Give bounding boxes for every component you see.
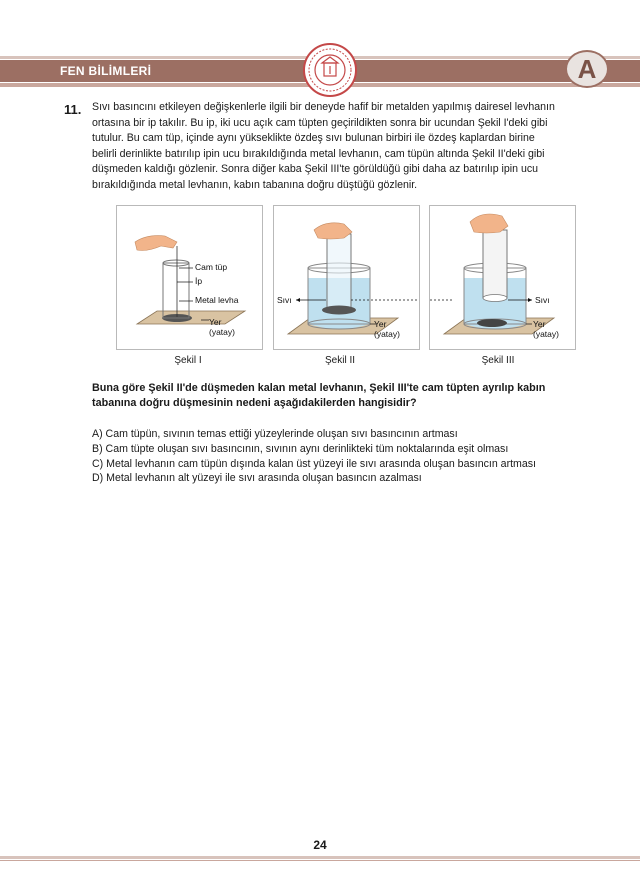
question-line: düşmeden kaldığı gözlenir. Sonra diğer kaba Şekil III'te görüldüğü gibi daha az batırılıp ipin ucu bbox=[92, 163, 539, 175]
hand-icon bbox=[135, 236, 177, 251]
label-liquid: Sıvı bbox=[535, 295, 550, 305]
question-line: Sıvı basıncını etkileyen değişkenlerle ilgili bir deneyde hafif bir metalden yapılmış dairesel levhanın bbox=[92, 101, 555, 113]
question-line: belirli derinlikte batırılıp ipin ucu bırakıldığında metal levhanın, cam tüpün altında Şekil II'deki gibi bbox=[92, 147, 545, 160]
figure-3 bbox=[429, 205, 576, 350]
subject-title: FEN BİLİMLERİ bbox=[60, 64, 152, 78]
glass-tube bbox=[327, 234, 351, 310]
label-ground-sub: (yatay) bbox=[374, 329, 400, 339]
booklet-badge: A bbox=[565, 50, 609, 88]
question-line: ortasına bir ip takılır. Bu ip, iki ucu açık cam tüpten geçirildikten sonra bir ucundan Şekil I'deki gibi bbox=[92, 116, 548, 129]
label-ground-sub: (yatay) bbox=[533, 329, 559, 339]
footer-line-thin bbox=[0, 860, 640, 861]
label-ground: Yer bbox=[209, 317, 222, 327]
answer-options bbox=[92, 427, 612, 486]
hand-icon bbox=[470, 214, 508, 233]
question-prompt bbox=[92, 381, 602, 411]
glass-tube bbox=[163, 263, 189, 318]
hand-icon bbox=[314, 223, 352, 239]
label-liquid: Sıvı bbox=[277, 295, 292, 305]
option-d[interactable]: D) Metal levhanın alt yüzeyi ile sıvı arasında oluşan basıncın azalması bbox=[92, 472, 422, 485]
caption-figure-2: Şekil II bbox=[324, 355, 355, 366]
question-line: tutulur. Bu cam tüp, içinde aynı yükseklikte özdeş sıvı bulunan birbiri ile özdeş kaplardan birine bbox=[92, 132, 535, 144]
metal-plate bbox=[322, 306, 356, 315]
caption-figure-3: Şekil III bbox=[481, 355, 515, 366]
label-ground: Yer bbox=[533, 319, 546, 329]
ministry-seal-logo bbox=[303, 43, 357, 97]
option-b[interactable]: B) Cam tüpte oluşan sıvı basıncının, sıvının aynı derinlikteki tüm noktalarında eşit olması bbox=[92, 442, 509, 455]
metal-plate bbox=[477, 319, 507, 327]
question-number: 11. bbox=[64, 102, 82, 117]
figure-1 bbox=[116, 205, 263, 350]
label-metal-plate: Metal levha bbox=[195, 295, 239, 305]
label-ground: Yer bbox=[374, 319, 387, 329]
caption-figure-1: Şekil I bbox=[174, 355, 202, 366]
question-line: bırakıldığında metal levhanın, kabın tabanına doğru düştüğü gözlenir. bbox=[92, 178, 418, 191]
prompt-line: Buna göre Şekil II'de düşmeden kalan metal levhanın, Şekil III'te cam tüpten ayrılıp kabın bbox=[92, 382, 546, 394]
glass-tube bbox=[483, 230, 507, 298]
page-number: 24 bbox=[313, 838, 327, 852]
figure-2 bbox=[273, 205, 420, 350]
footer-line bbox=[0, 856, 640, 859]
option-c[interactable]: C) Metal levhanın cam tüpün dışında kalan üst yüzeyi ile sıvı arasında oluşan basıncın artması bbox=[92, 457, 536, 470]
prompt-line: tabanına doğru düşmesinin nedeni aşağıdakilerden hangisidir? bbox=[92, 397, 417, 409]
label-ground-sub: (yatay) bbox=[209, 327, 235, 337]
option-a[interactable]: A) Cam tüpün, sıvının temas ettiği yüzeylerinde oluşan sıvı basıncının artması bbox=[92, 428, 458, 440]
question-text bbox=[92, 100, 602, 193]
label-string: İp bbox=[195, 276, 203, 286]
label-glass-tube: Cam tüp bbox=[195, 262, 228, 272]
